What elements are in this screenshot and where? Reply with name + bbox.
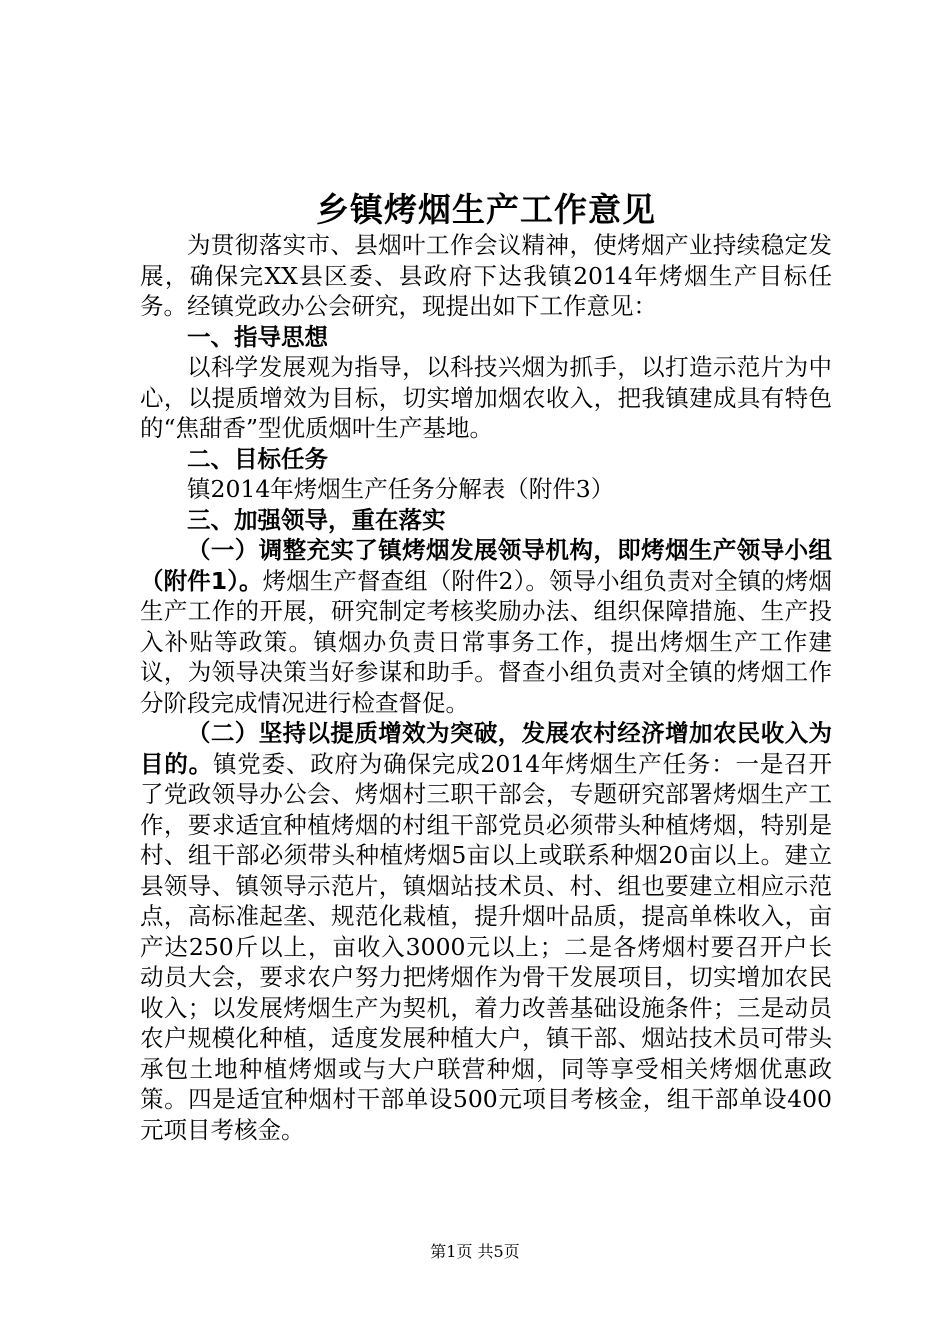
section-2-heading: 二、目标任务 xyxy=(187,444,328,473)
item-2-body: 镇党委、政府为确保完成2014年烤烟生产任务：一是召开了党政领导办公会、烤烟村三职干部会，专题研究部署烤烟生产工作，要求适宜种植烤烟的村组干部党员必须带头种植烤烟，特别是村、组干部必须带头种植烤烟5亩以上或联系种烟20亩以上。建立县领导、镇领导示范片，镇烟站技术员、村、组也要建立相应示范点，高标准起垄、规范化栽植，提升烟叶品质，提高单株收入，亩产达250斤以上，亩收入3000元以上；二是各烤烟村要召开户长动员大会，要求农户努力把烤烟作为骨干发展项目，切实增加农民收入；以发展烤烟生产为契机，着力改善基础设施条件；三是动员农户规模化种植，适度发展种植大户，镇干部、烟站技术员可带头承包土地种植烤烟或与大户联营种烟，同等享受相关烤烟优惠政策。四是适宜种烟村干部单设500元项目考核金，组干部单设400元项目考核金。 xyxy=(140,749,833,1144)
document-title: 乡镇烤烟生产工作意见 xyxy=(316,190,656,229)
section-3-heading: 三、加强领导，重在落实 xyxy=(187,505,446,534)
section-2-paragraph: 镇2014年烤烟生产任务分解表（附件3） xyxy=(187,475,615,503)
page-footer: 第1页 共5页 xyxy=(430,1242,520,1261)
item-2-lead: （二）坚持以提质增效为突破，发展农村经济增加农民收入为目的。 xyxy=(140,719,832,778)
document-body xyxy=(140,190,832,1145)
item-1-lead: （一）调整充实了镇烤烟发展领导机构，即烤烟生产领导小组（附件1）。 xyxy=(140,536,832,595)
intro-paragraph: 为贯彻落实市、县烟叶工作会议精神，使烤烟产业持续稳定发展，确保完XX县区委、县政府下达我镇2014年烤烟生产目标任务。经镇党政办公会研究，现提出如下工作意见： xyxy=(140,231,832,320)
item-2-paragraph xyxy=(140,718,832,1145)
section-1-heading: 一、指导思想 xyxy=(187,322,328,351)
item-1-body: 烤烟生产督查组（附件2）。领导小组负责对全镇的烤烟生产工作的开展，研究制定考核奖励办法、组织保障措施、生产投入补贴等政策。镇烟办负责日常事务工作，提出烤烟生产工作建议，为领导决策当好参谋和助手。督查小组负责对全镇的烤烟工作分阶段完成情况进行检查督促。 xyxy=(140,566,832,717)
section-1-paragraph: 以科学发展观为指导，以科技兴烟为抓手，以打造示范片为中心，以提质增效为目标，切实增加烟农收入，把我镇建成具有特色的“焦甜香”型优质烟叶生产基地。 xyxy=(140,353,832,442)
item-1-paragraph xyxy=(140,535,832,718)
